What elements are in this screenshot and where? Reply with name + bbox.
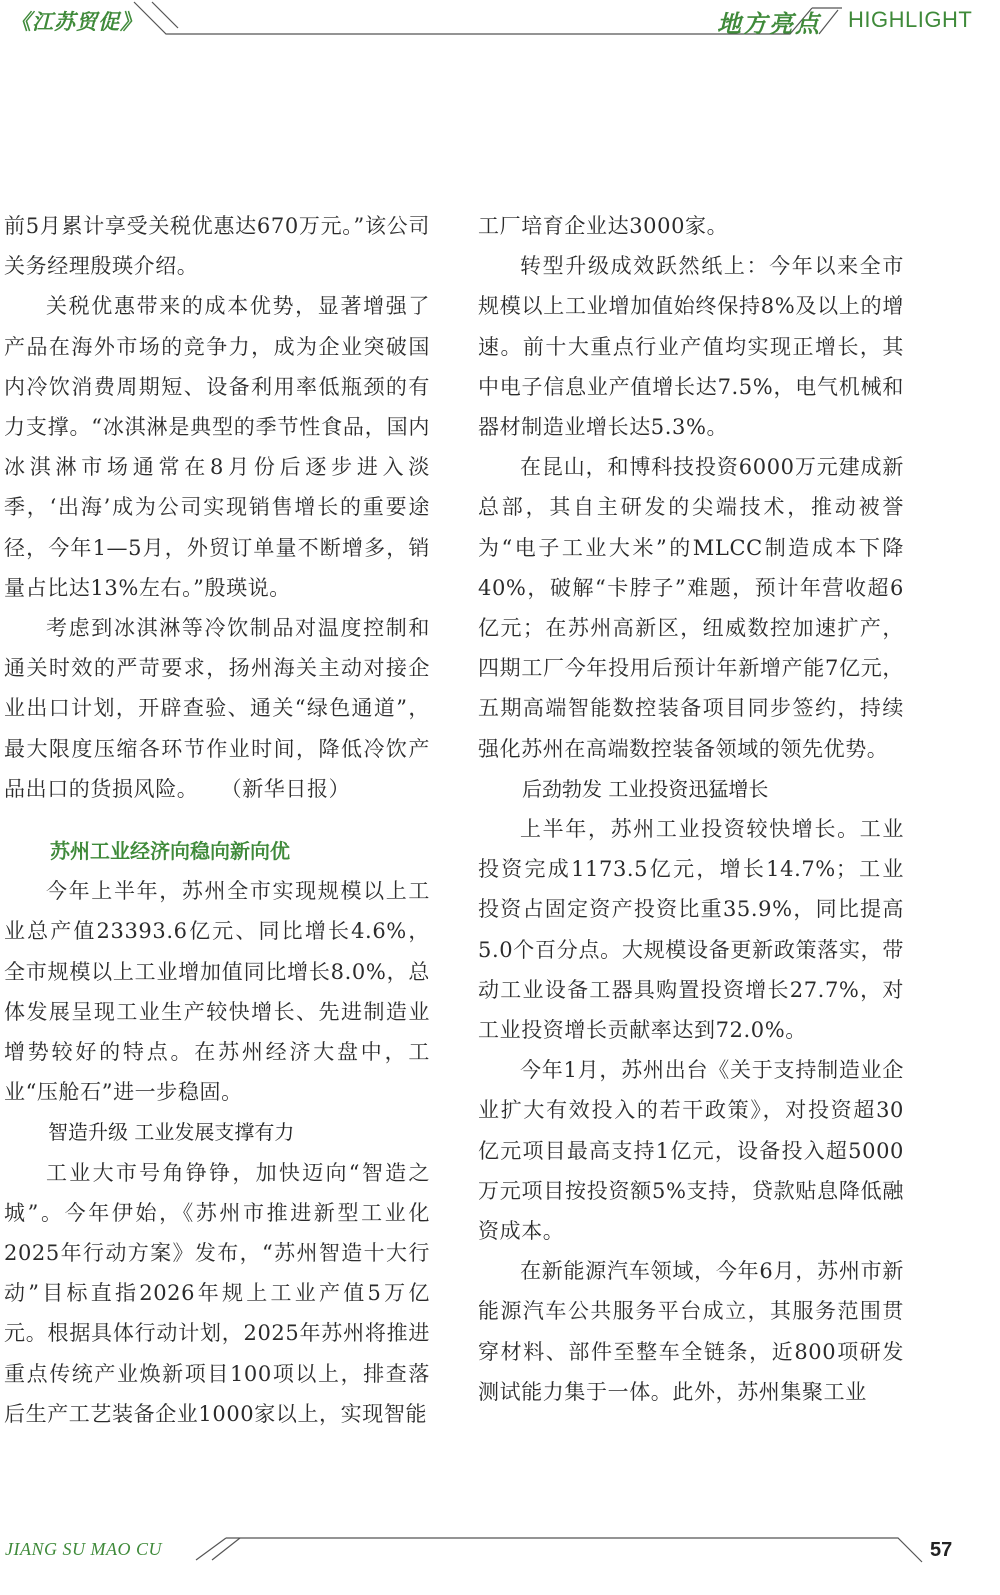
page-number: 57	[930, 1539, 953, 1561]
section-heading: 苏州工业经济向稳向新向优	[50, 839, 290, 864]
paragraph: 今年上半年，苏州全市实现规模以上工业总产值23393.6亿元、同比增长4.6%，全市规模以上工业增加值同比增长8.0%，总体发展呈现工业生产较快增长、先进制造业增势较好的特点。在苏州经济大盘中，工业“压舱石”进一步稳固。	[4, 879, 430, 1105]
paragraph: 转型升级成效跃然纸上：今年以来全市规模以上工业增加值始终保持8%及以上的增速。前十大重点行业产值均实现正增长，其中电子信息业产值增长达7.5%，电气机械和器材制造业增长达5.3%。	[478, 254, 904, 440]
paragraph: 工厂培育企业达3000家。	[478, 214, 729, 238]
paragraph: 今年1月，苏州出台《关于支持制造业企业扩大有效投入的若干政策》，对投资超30亿元项目最高支持1亿元，设备投入超5000万元项目按投资额5%支持，贷款贴息降低融资成本。	[478, 1058, 904, 1244]
paragraph: 在新能源汽车领域，今年6月，苏州市新能源汽车公共服务平台成立，其服务范围贯穿材料、部件至整车全链条，近800项研发测试能力集于一体。此外，苏州集聚工业	[478, 1259, 904, 1404]
left-column	[4, 206, 430, 1434]
paragraph: 上半年，苏州工业投资较快增长。工业投资完成1173.5亿元，增长14.7%；工业投资占固定资产投资比重35.9%，同比提高5.0个百分点。大规模设备更新政策落实，带动工业设备工器具购置投资增长27.7%，对工业投资增长贡献率达到72.0%。	[478, 817, 904, 1043]
highlight-label: HIGHLIGHT	[848, 7, 973, 32]
section-category: 地方亮点	[717, 9, 821, 38]
paragraph-text: 考虑到冰淇淋等冷饮制品对温度控制和通关时效的严苛要求，扬州海关主动对接企业出口计划，开辟查验、通关“绿色通道”，最大限度压缩各环节作业时间，降低冷饮产品出口的货损风险。	[4, 616, 430, 801]
right-column	[478, 206, 904, 1412]
paragraph	[4, 608, 430, 809]
magazine-title: 《江苏贸促》	[10, 9, 142, 34]
subheading: 智造升级 工业发展支撑有力	[48, 1120, 295, 1145]
paragraph: 在昆山，和博科技投资6000万元建成新总部，其自主研发的尖端技术，推动被誉为“电子工业大米”的MLCC制造成本下降40%，破解“卡脖子”难题，预计年营收超6亿元；在苏州高新区，纽威数控加速扩产，四期工厂今年投用后预计年新增产能7亿元，五期高端智能数控装备项目同步签约，持续强化苏州在高端数控装备领域的领先优势。	[478, 455, 904, 761]
source-attribution: （新华日报）	[231, 776, 351, 801]
journal-name: JIANG SU MAO CU	[5, 1539, 162, 1559]
paragraph: 工业大市号角铮铮，加快迈向“智造之城”。今年伊始，《苏州市推进新型工业化2025年行动方案》发布，“苏州智造十大行动”目标直指2026年规上工业产值5万亿元。根据具体行动计划，2025年苏州将推进重点传统产业焕新项目100项以上，排查落后生产工艺装备企业1000家以上，实现智能	[4, 1160, 430, 1426]
paragraph: 关税优惠带来的成本优势，显著增强了产品在海外市场的竞争力，成为企业突破国内冷饮消费周期短、设备利用率低瓶颈的有力支撑。“冰淇淋是典型的季节性食品，国内冰淇淋市场通常在8月份后逐步进入淡季，‘出海’成为公司实现销售增长的重要途径，今年1—5月，外贸订单量不断增多，销量占比达13%左右。”殷瑛说。	[4, 294, 430, 600]
subheading: 后劲勃发 工业投资迅猛增长	[522, 776, 769, 801]
paragraph: 前5月累计享受关税优惠达670万元。”该公司关务经理殷瑛介绍。	[4, 214, 430, 279]
